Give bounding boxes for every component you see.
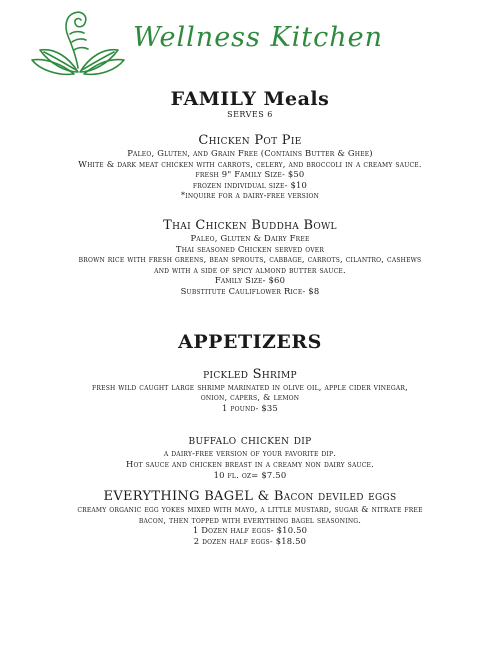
item-line: and with a side of spicy almond butter sauce.: [154, 264, 346, 275]
item-title: Thai Chicken Buddha Bowl: [163, 217, 337, 233]
item-line: 10 fl. oz= $7.50: [213, 469, 287, 480]
item-line: fresh 9" Family Size- $50: [195, 169, 305, 180]
item-title: EVERYTHING BAGEL & Bacon deviled eggs: [103, 489, 397, 505]
item-line: brown rice with fresh greens, bean sprouts, cabbage, carrots, cilantro, cashews: [78, 254, 422, 265]
item-line: Thai seasoned Chicken served over: [175, 243, 325, 254]
item-line: 1 Dozen half eggs- $10.50: [192, 525, 308, 536]
item-title: buffalo chicken dip: [188, 433, 312, 449]
item-title: pickled Shrimp: [203, 366, 297, 382]
item-line: a dairy-free version of your favorite dip.: [163, 448, 337, 459]
section-title-family-meals: FAMILY Meals: [170, 88, 330, 110]
item-line: onion, capers, & lemon: [200, 392, 300, 403]
item-line: Paleo, Gluten, and Grain Free (Contains Butter & Ghee): [127, 148, 373, 158]
item-title: Chicken Pot Pie: [198, 133, 302, 148]
item-line: creamy organic egg yokes mixed with mayo, a little mustard, sugar & nitrate free: [77, 504, 423, 515]
item-line: frozen individual size- $10: [192, 179, 308, 190]
item-line: 1 pound- $35: [222, 402, 278, 413]
item-line: Paleo, Gluten & Dairy Free: [190, 232, 310, 243]
fern-lotus-logo-icon: [28, 6, 128, 78]
item-line: Substitute Cauliflower Rice- $8: [180, 285, 320, 296]
family-meals-section: [0, 88, 500, 297]
item-line: bacon, then topped with everything bagel seasoning.: [138, 514, 362, 525]
menu-content: [0, 88, 500, 546]
item-line: White & dark meat chicken with carrots, celery, and broccoli in a creamy sauce.: [78, 158, 422, 169]
menu-item: [0, 133, 500, 201]
header: [0, 0, 500, 80]
menu-item: [0, 489, 500, 546]
item-line: 2 dozen half eggs- $18.50: [193, 535, 307, 546]
item-line: Family Size- $60: [214, 275, 286, 286]
menu-item: [0, 433, 500, 480]
appetizers-section: [0, 331, 500, 547]
item-line: Hot sauce and chicken breast in a creamy non dairy sauce.: [126, 458, 374, 469]
section-title-appetizers: APPETIZERS: [178, 330, 322, 353]
menu-item: [0, 218, 500, 297]
item-line: *inquire for a dairy-free version: [180, 190, 320, 201]
brand-name: Wellness Kitchen: [133, 22, 383, 53]
menu-item: [0, 367, 500, 414]
serves-note: SERVES 6: [227, 110, 273, 119]
item-line: fresh wild caught large shrimp marinated in olive oil, apple cider vinegar,: [92, 381, 408, 392]
